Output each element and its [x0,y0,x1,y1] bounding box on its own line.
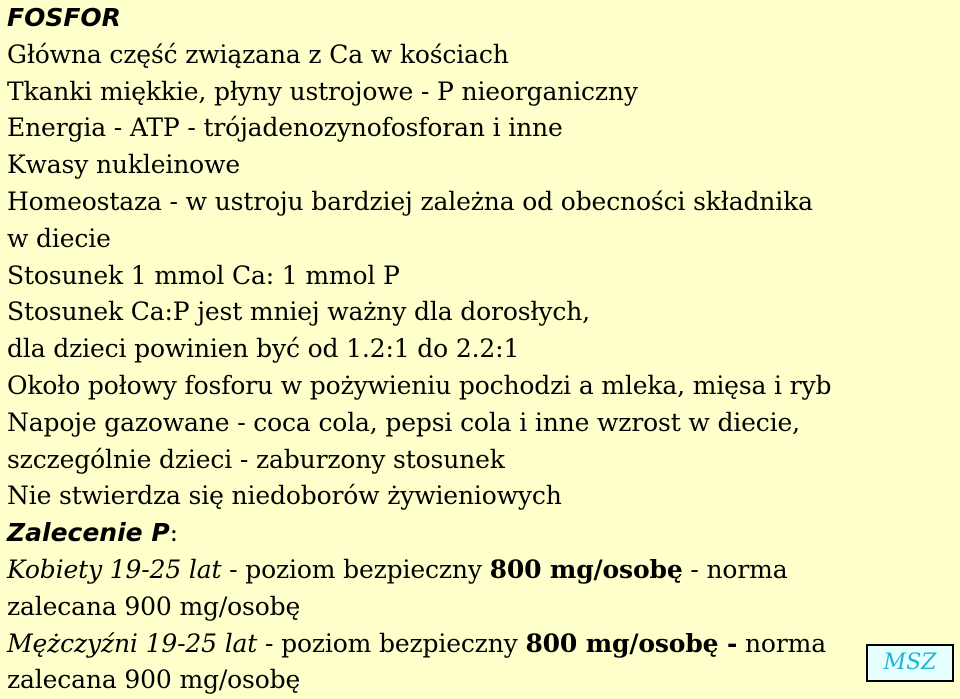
women-safe-level: 800 mg/osobę [489,554,683,584]
text-line-12: szczególnie dzieci - zaburzony stosunek [7,444,505,474]
text-line-5: Homeostaza - w ustroju bardziej zależna od obecności składnika [7,186,813,216]
msz-badge: MSZ [866,644,954,682]
men-text-2: norma [737,628,826,658]
text-line-7: Stosunek 1 mmol Ca: 1 mmol P [7,260,400,290]
slide-title: FOSFOR [7,3,121,32]
text-line-6: w diecie [7,223,111,253]
men-group: Mężczyźni 19-25 lat [7,628,258,658]
women-group: Kobiety 19-25 lat [7,554,222,584]
text-line-9: dla dzieci powinien być od 1.2:1 do 2.2:1 [7,334,520,364]
women-recommendation-line [7,552,957,589]
text-line-2: Tkanki miękkie, płyny ustrojowe - P nieorganiczny [7,76,638,106]
women-text-1: - poziom bezpieczny [221,554,490,584]
text-line-13: Nie stwierdza się niedoborów żywieniowych [7,481,562,511]
men-text-1: - poziom bezpieczny [257,628,526,658]
text-line-10: Około połowy fosforu w pożywieniu pochodzi a mleka, mięsa i ryb [7,370,832,400]
text-line-1: Główna część związana z Ca w kościach [7,39,509,69]
text-line-3: Energia - ATP - trójadenozynofosforan i inne [7,113,563,143]
men-recommendation-continuation: zalecana 900 mg/osobę [7,665,301,695]
women-text-2: - norma [682,554,788,584]
women-recommendation-continuation: zalecana 900 mg/osobę [7,591,301,621]
men-recommendation-line [7,626,957,663]
recommendation-heading-colon: : [169,518,178,548]
slide-content [7,0,957,699]
text-line-4: Kwasy nukleinowe [7,150,240,180]
text-line-11: Napoje gazowane - coca cola, pepsi cola i inne wzrost w diecie, [7,407,800,437]
men-safe-level: 800 mg/osobę - [525,628,738,658]
recommendation-heading: Zalecenie P [7,518,170,548]
text-line-8: Stosunek Ca:P jest mniej ważny dla dorosłych, [7,297,590,327]
recommendation-heading-line [7,515,957,552]
